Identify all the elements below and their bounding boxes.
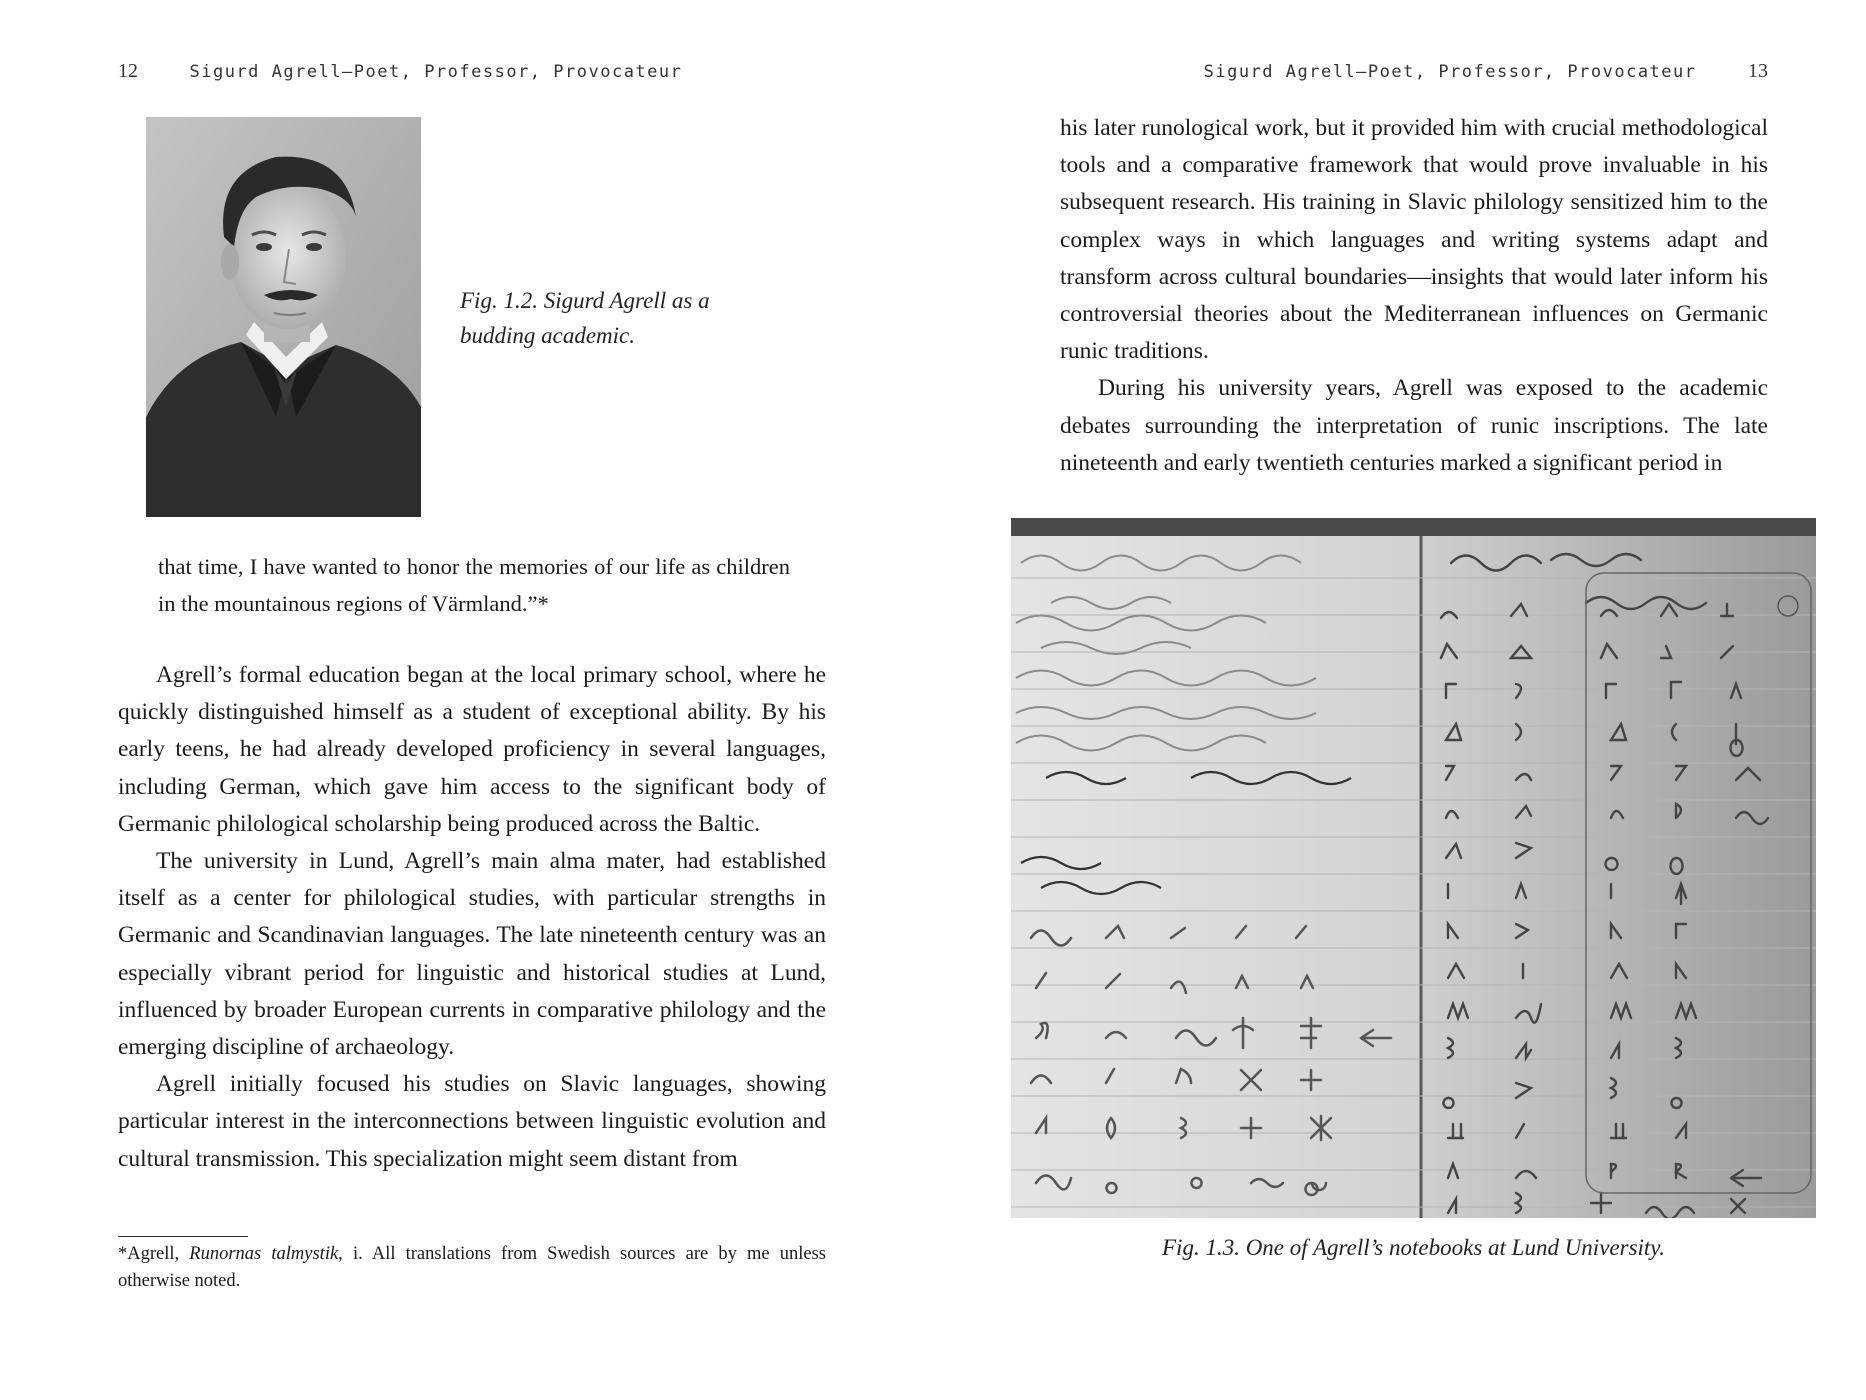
portrait-photo bbox=[146, 117, 421, 517]
footnote bbox=[118, 1241, 826, 1295]
footnote-divider bbox=[118, 1236, 248, 1237]
running-head-title: Sigurd Agrell—Poet, Professor, Provocateur bbox=[1203, 62, 1697, 82]
portrait-image bbox=[146, 117, 421, 517]
right-page bbox=[933, 0, 1866, 1400]
footnote-title: Runornas talmystik bbox=[189, 1244, 339, 1264]
paragraph: During his university years, Agrell was exposed to the academic debates surrounding the interpretation of runic inscriptions. The late nineteenth and early twentieth centuries marked a significant period in bbox=[1060, 375, 1768, 476]
quote-text: that time, I have wanted to honor the memories of our life as children in the mountainous regions of Värmland.”* bbox=[158, 554, 790, 616]
portrait-caption: Fig. 1.2. Sigurd Agrell as a budding academic. bbox=[460, 288, 710, 348]
footnote-rest: , i. All translations from Swedish sources are by me unless otherwise noted. bbox=[118, 1244, 826, 1291]
right-body-text bbox=[1060, 110, 1768, 482]
left-running-head bbox=[118, 60, 682, 83]
page-number: 13 bbox=[1748, 60, 1768, 82]
paragraph: The university in Lund, Agrell’s main alma mater, had established itself as a center for philological studies, with particular strengths in Germanic and Scandinavian languages. The late nineteenth century was an especially vibrant period for linguistic and historical studies at Lund, influenced by broader European currents in comparative philology and the emerging discipline of archaeology. bbox=[118, 848, 826, 1061]
paragraph: Agrell initially focused his studies on Slavic languages, showing particular interest in the interconnections between linguistic evolution and cultural transmission. This specialization might seem distant from bbox=[118, 1071, 826, 1172]
notebook-image bbox=[1011, 518, 1816, 1218]
paragraph: his later runological work, but it provided him with crucial methodological tools and a comparative framework that would prove invaluable in his subsequent research. His training in Slavic philology sensitized him to the complex ways in which languages and writing systems adapt and transform across cultural boundaries—insights that would later inform his controversial theories about the Mediterranean influences on Germanic runic traditions. bbox=[1060, 115, 1768, 365]
notebook-photo bbox=[1011, 518, 1816, 1218]
paragraph: Agrell’s formal education began at the local primary school, where he quickly distinguished himself as a student of exceptional ability. By his early teens, he had already developed proficiency in several languages, including German, which gave him access to the significant body of Germanic philological scholarship being produced across the Baltic. bbox=[118, 662, 826, 837]
left-body-text bbox=[118, 657, 826, 1178]
right-running-head bbox=[1204, 60, 1768, 83]
page-number: 12 bbox=[118, 60, 138, 82]
quote-continuation bbox=[158, 548, 790, 622]
notebook-caption: Fig. 1.3. One of Agrell’s notebooks at Lund University. bbox=[1162, 1235, 1665, 1260]
running-head-title: Sigurd Agrell—Poet, Professor, Provocateur bbox=[189, 62, 683, 82]
footnote-prefix: *Agrell, bbox=[118, 1244, 190, 1264]
